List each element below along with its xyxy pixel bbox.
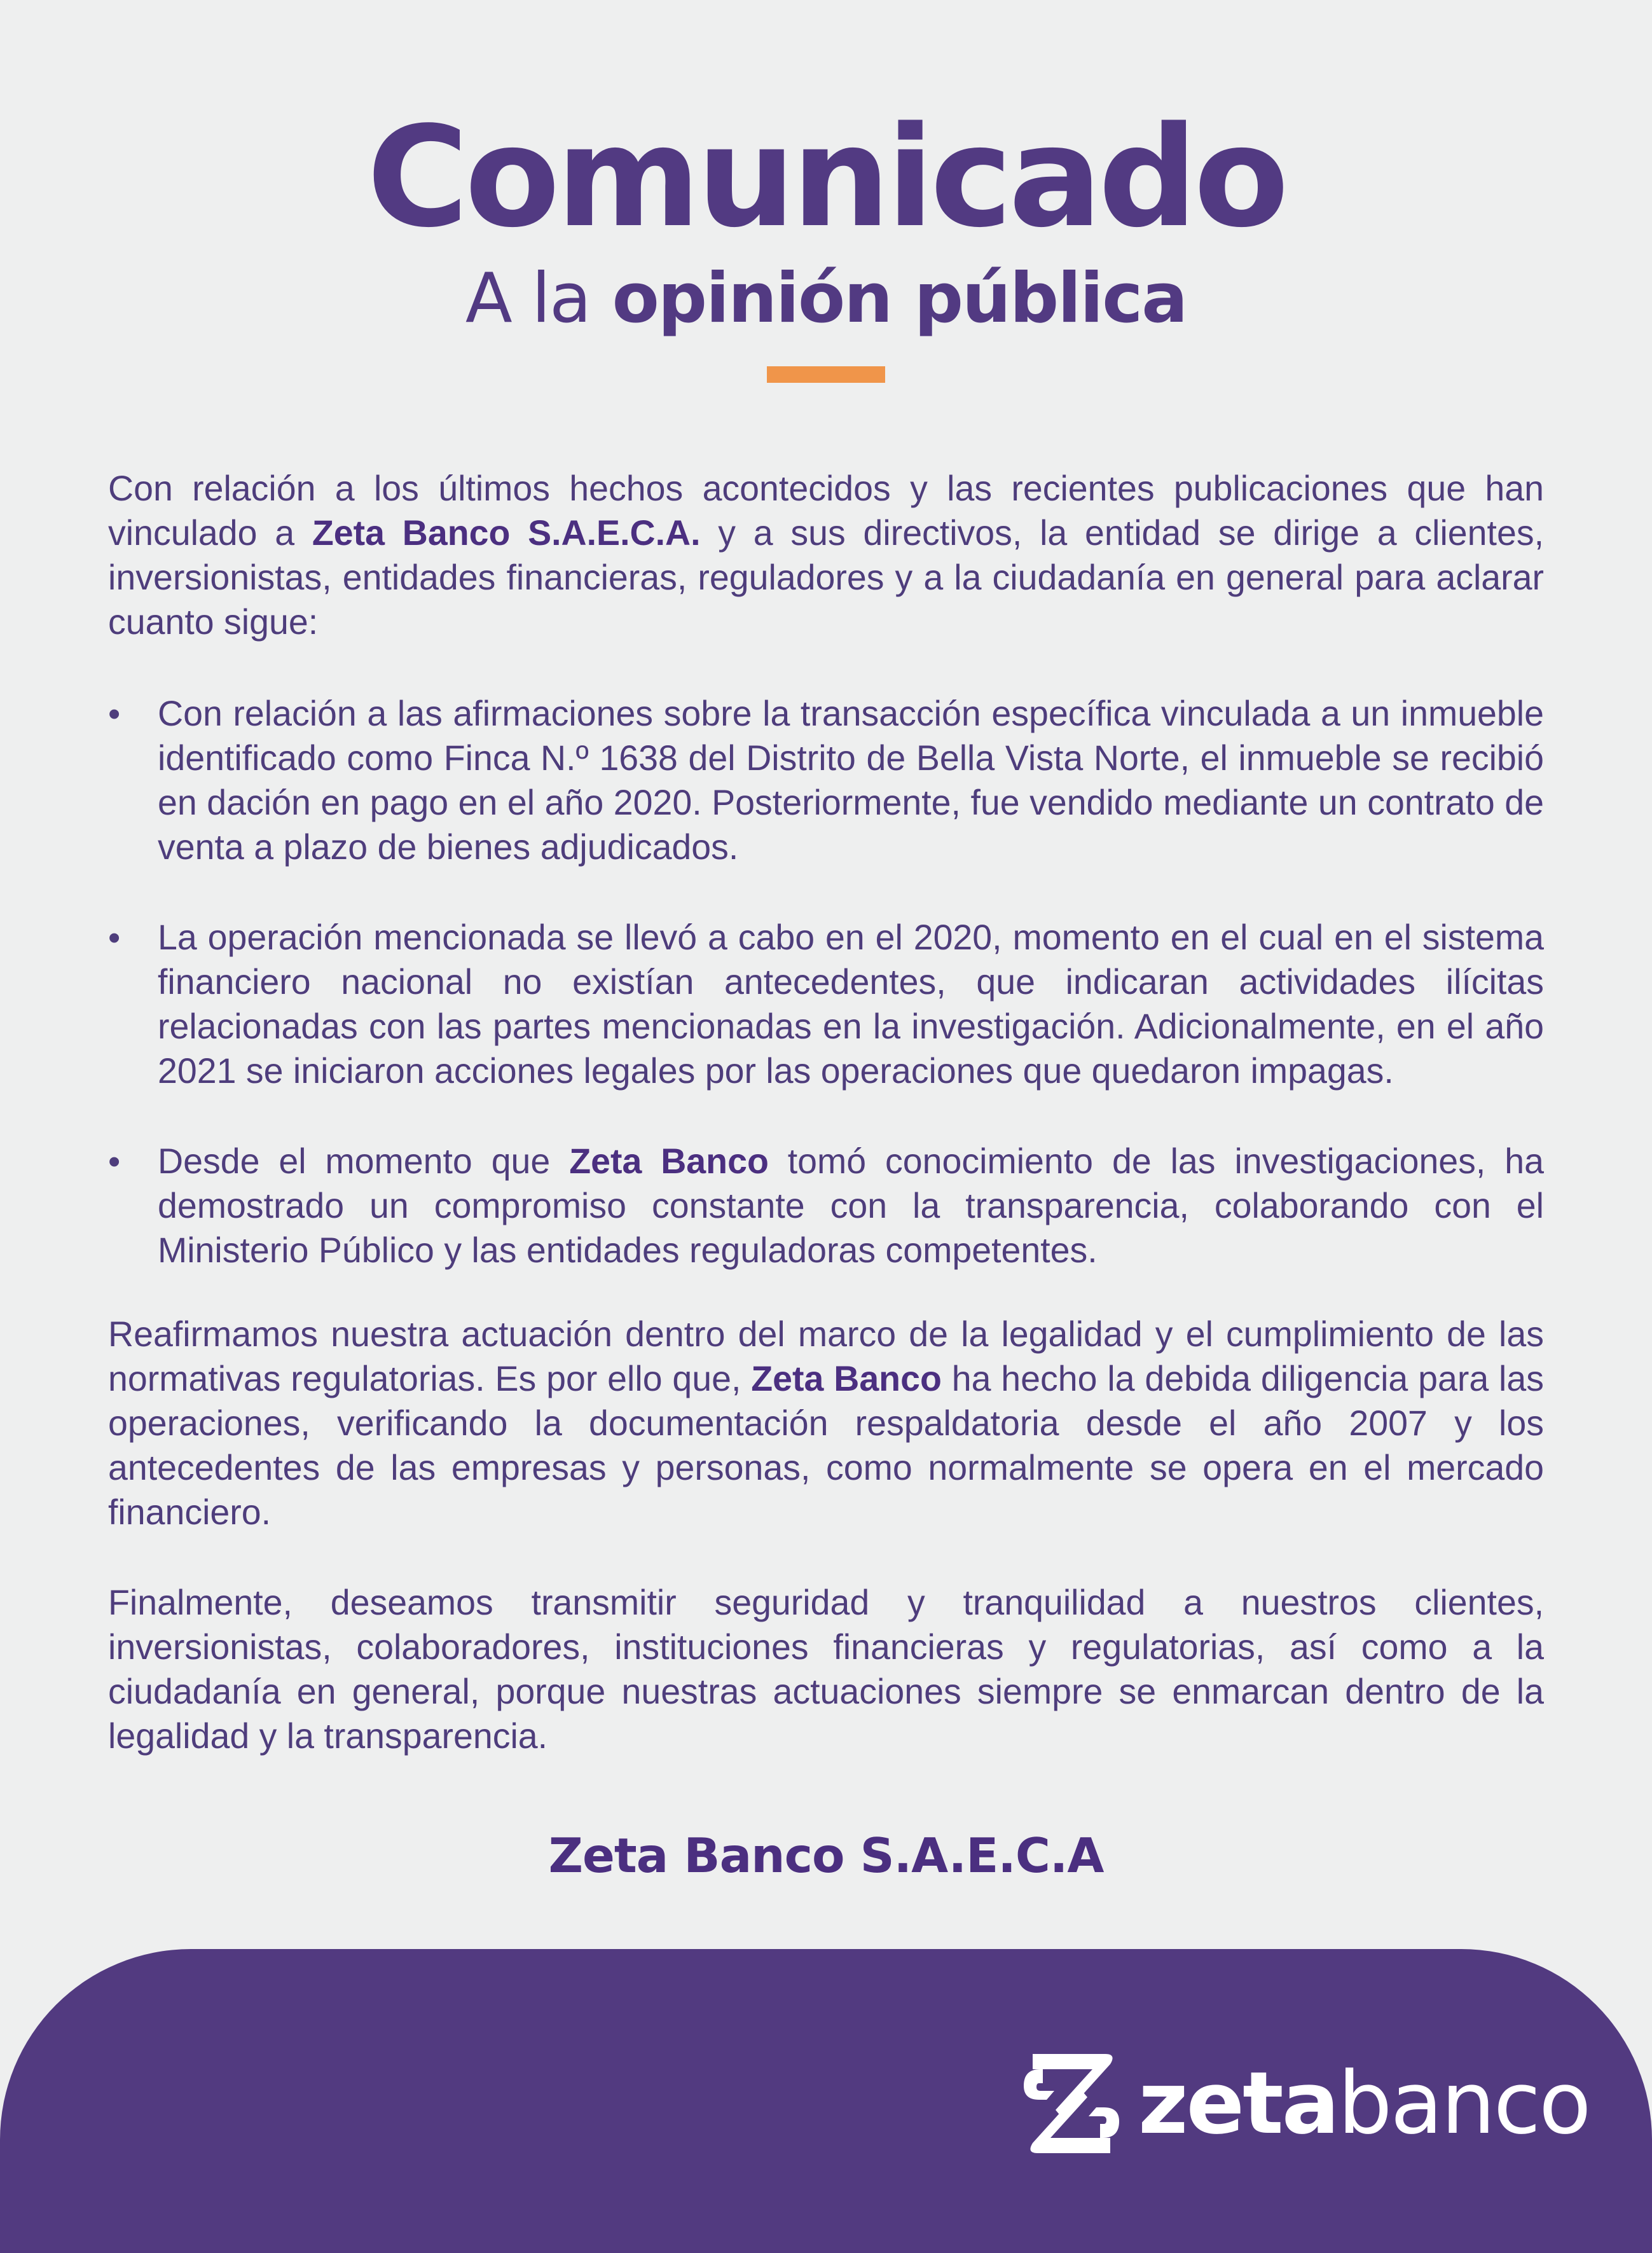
bullet-text-3 (158, 1139, 1544, 1272)
accent-divider (767, 366, 885, 383)
bullet-dot: • (108, 1141, 121, 1181)
intro-text-2: y a sus directivos, la entidad se dirige a clientes, inversionistas, entidades financieras, reguladores y a la ciudadanía en general para aclarar cuanto sigue: (108, 513, 1544, 642)
intro-bold-company: Zeta Banco S.A.E.C.A. (312, 513, 701, 553)
bullet-3-text-1: Desde el momento que (158, 1141, 570, 1181)
bullet-3-bold-company: Zeta Banco (569, 1141, 769, 1181)
brand-word-light: banco (1337, 2053, 1590, 2153)
closing-paragraph: Finalmente, deseamos transmitir seguridad y tranquilidad a nuestros clientes, inversionistas, colaboradores, instituciones financieras y regulatorias, así como a la ciudadanía en general, porque nuestras actuaciones siempre se enmarcan dentro de la legalidad y la transparencia. (108, 1583, 1544, 1756)
reaffirm-text-1: Reafirmamos nuestra actuación dentro del marco de la legalidad y el cumplimiento de las normativas regulatorias. Es por ello que, (108, 1314, 1544, 1398)
page-subtitle (0, 258, 1652, 340)
brand-logo (1017, 2046, 1590, 2161)
reaffirm-bold-company: Zeta Banco (751, 1359, 942, 1398)
reaffirm-text-2: ha hecho la debida diligencia para las operaciones, verificando la documentación respaldatoria desde el año 2007 y los antecedentes de las empresas y personas, como normalmente se opera en el mercado financiero. (108, 1359, 1544, 1532)
bullet-3-text-2: tomó conocimiento de las investigaciones, ha demostrado un compromiso constante con la transparencia, colaborando con el Ministerio Público y las entidades reguladoras competentes. (158, 1141, 1544, 1270)
bullet-text-1: Con relación a las afirmaciones sobre la transacción específica vinculada a un inmueble identificado como Finca N.º 1638 del Distrito de Bella Vista Norte, el inmueble se recibió en dación en pago en el año 2020. Posteriormente, fue vendido mediante un contrato de venta a plazo de bienes adjudicados. (158, 694, 1544, 867)
reaffirm-paragraph (108, 1312, 1544, 1534)
subtitle-light: A la (465, 259, 591, 338)
brand-word-bold: zeta (1138, 2053, 1338, 2153)
zeta-z-icon (1017, 2046, 1125, 2161)
subtitle-bold: opinión pública (612, 259, 1187, 338)
bullet-dot: • (108, 918, 121, 957)
bullet-text-2: La operación mencionada se llevó a cabo en el 2020, momento en el cual en el sistema financiero nacional no existían antecedentes, que indicaran actividades ilícitas relacionadas con las partes mencionadas en la investigación. Adicionalmente, en el año 2021 se iniciaron acciones legales por las operaciones que quedaron impagas. (158, 918, 1544, 1091)
intro-text-1: Con relación a los últimos hechos acontecidos y las recientes publicaciones que han vinculado a (108, 469, 1544, 553)
brand-wordmark (1138, 2053, 1590, 2153)
intro-paragraph (108, 466, 1544, 644)
signature: Zeta Banco S.A.E.C.A (548, 1828, 1104, 1884)
page-title: Comunicado (366, 97, 1286, 258)
bullet-dot: • (108, 694, 121, 733)
